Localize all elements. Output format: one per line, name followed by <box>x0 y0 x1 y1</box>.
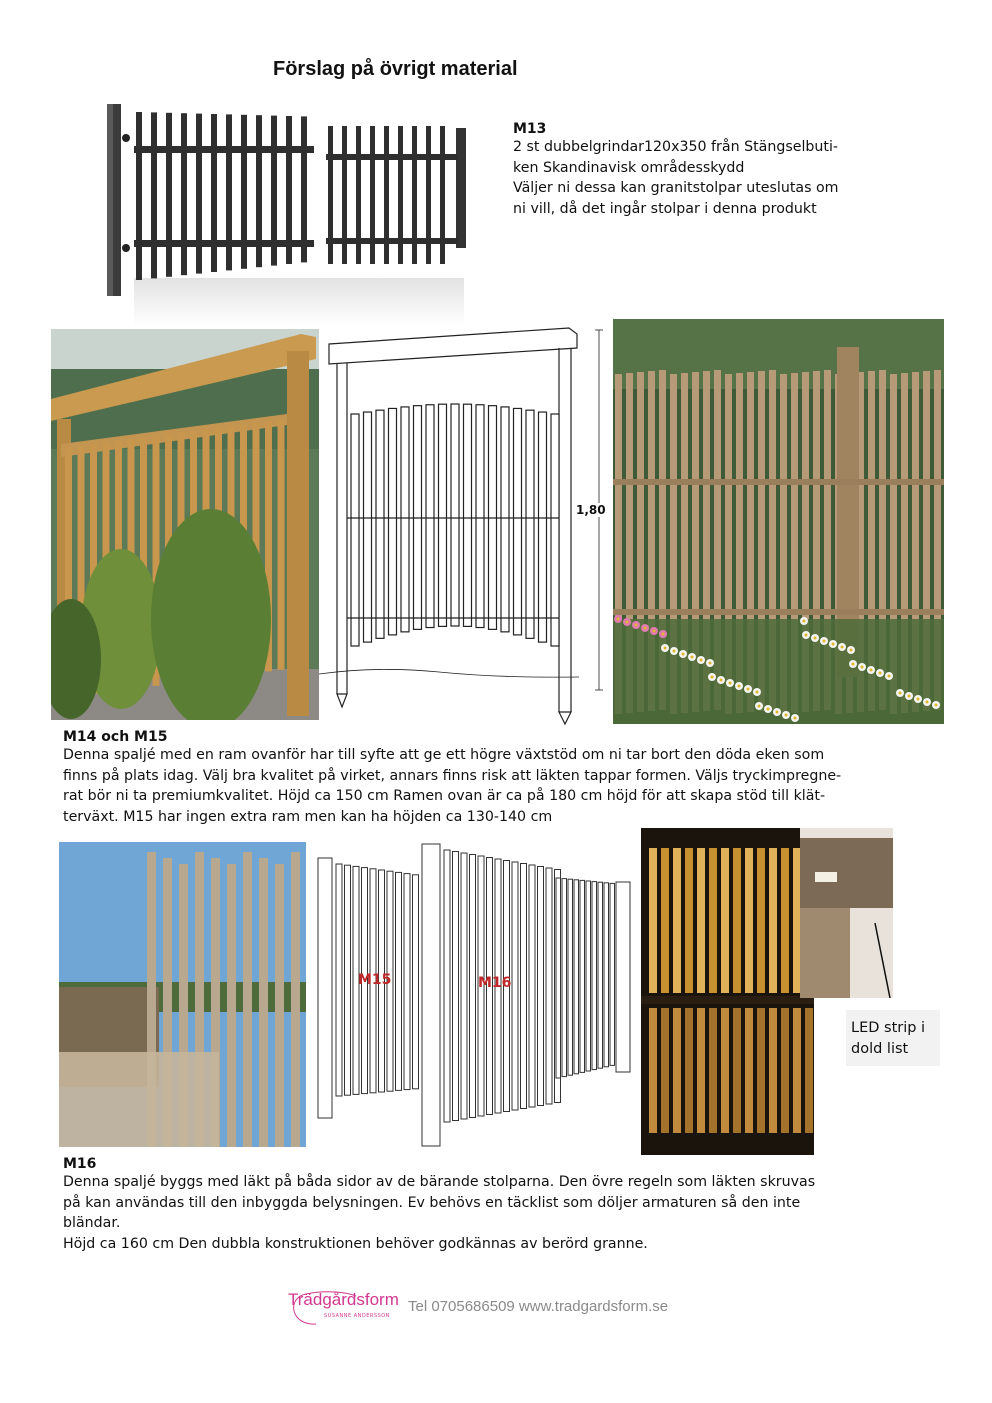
led-detail-inset <box>800 828 893 998</box>
m14-line-3: rat bör ni ta premiumkvalitet. Höjd ca 150 cm Ramen ovan är ca på 180 cm höjd för att skapa stöd till klät- <box>63 788 826 805</box>
footer <box>286 1288 736 1332</box>
m14-code: M14 och M15 <box>63 729 168 745</box>
m13-code: M13 <box>513 121 547 137</box>
brand-logo-text: Trädgårdsform <box>288 1290 399 1309</box>
m13-gate-image <box>104 98 474 328</box>
m16-line-4: Höjd ca 160 cm Den dubbla konstruktionen behöver godkännas av berörd granne. <box>63 1235 648 1252</box>
m16-line-1: Denna spaljé byggs med läkt på båda sidor av de bärande stolparna. Den övre regeln som läkten skruvas <box>63 1174 816 1190</box>
footer-contact: Tel 0705686509 www.tradgardsform.se <box>408 1298 669 1315</box>
m14-line-1: Denna spaljé med en ram ovanför har till syfte att ge ett högre växtstöd om ni tar bort den döda eken som <box>63 747 825 763</box>
m16-slat-photo <box>59 842 306 1147</box>
m13-line-3: Väljer ni dessa kan granitstolpar uteslutas om <box>513 180 839 197</box>
m16-description <box>63 1172 943 1254</box>
led-label-line-2: dold list <box>851 1040 909 1057</box>
m14-trellis-sketch <box>319 322 611 726</box>
dimension-label: 1,80 <box>576 503 606 517</box>
m14-trellis-photo <box>51 329 319 720</box>
led-label-box <box>846 1010 940 1066</box>
m13-line-2: ken Skandinavisk områdesskydd <box>513 159 745 176</box>
m14-line-2: finns på plats idag. Välj bra kvalitet på virket, annars finns risk att läkten tappar formen. Väljs tryckimpregne- <box>63 767 842 784</box>
m16-line-2: på kan användas till den inbyggda belysningen. Ev behövs en täcklist som döljer armaturen så den inte <box>63 1194 801 1211</box>
m13-line-4: ni vill, då det ingår stolpar i denna produkt <box>513 200 817 217</box>
led-lighting-photo <box>641 828 814 1155</box>
diagram-label-m15: M15 <box>358 972 392 988</box>
page-title: Förslag på övrigt material <box>273 58 518 80</box>
m14-line-4: terväxt. M15 har ingen extra ram men kan ha höjden ca 130-140 cm <box>63 808 553 825</box>
m13-description <box>513 137 893 219</box>
brand-subtitle: SUSANNE ANDERSSON <box>324 1313 390 1319</box>
led-label-line-1: LED strip i <box>851 1020 926 1036</box>
m15-m16-diagram <box>316 842 634 1148</box>
m15-fence-photo <box>613 319 944 724</box>
m16-code: M16 <box>63 1156 97 1172</box>
diagram-label-m16: M16 <box>478 975 512 991</box>
m13-line-1: 2 st dubbelgrindar120x350 från Stängselbuti- <box>513 139 839 155</box>
m16-line-3: bländar. <box>63 1215 121 1232</box>
m14-description <box>63 745 943 827</box>
